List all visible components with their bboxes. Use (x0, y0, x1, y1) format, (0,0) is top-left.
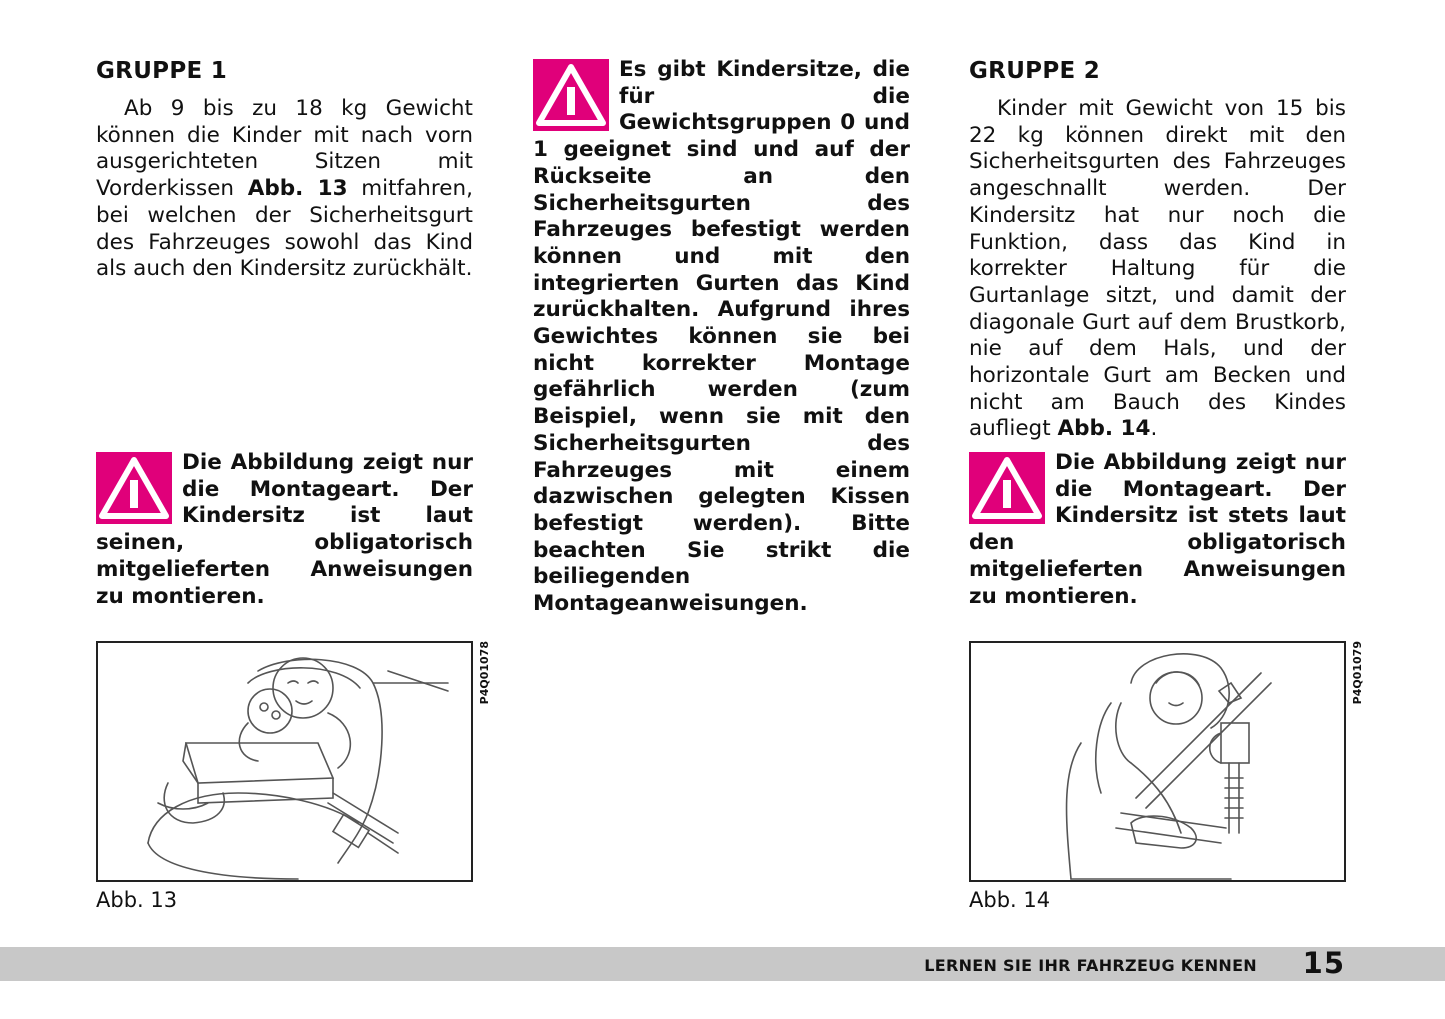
left-column (96, 58, 473, 283)
figure-ref-13: Abb. 13 (247, 176, 348, 202)
caption-abb-14: Abb. 14 (969, 888, 1051, 912)
warning-triangle-icon (96, 452, 172, 524)
right-warning-text: Die Abbildung zeigt nur die Montageart. Der Kindersitz ist stets laut den obligatorisch mitgelieferten Anweisungen zu montieren. (969, 450, 1346, 609)
right-warning (969, 450, 1346, 610)
child-seat-group2-illustration (971, 643, 1344, 880)
warning-triangle-icon (969, 452, 1045, 524)
left-warning-text: Die Abbildung zeigt nur die Montageart. Der Kindersitz ist laut seinen, obligatorisch mitgelieferten Anweisungen zu montieren. (96, 450, 473, 609)
middle-warning (533, 57, 910, 618)
gruppe-1-paragraph: Ab 9 bis zu 18 kg Gewicht können die Kinder mit nach vorn ausgerichteten Sitzen mit Vorderkissen Abb. 13 mitfahren, bei welchen der Sicherheitsgurt des Fahrzeuges sowohl das Kind als auch den Kindersitz zurückhält. (96, 96, 473, 282)
warning-triangle-icon (533, 59, 609, 131)
middle-warning-text: Es gibt Kindersitze, die für die Gewichtsgruppen 0 und 1 geeignet sind und auf der Rückseite an den Sicherheitsgurten des Fahrzeuges befestigt werden können und mit den integrierten Gurten das Kind zurückhalten. Aufgrund ihres Gewichtes können sie bei nicht korrekter Montage gefährlich werden (zum Beispiel, wenn sie mit den Sicherheitsgurten des Fahrzeuges mit einem dazwischen gelegten Kissen befestigt werden). Bitte beachten Sie strikt die beiliegenden Montageanweisungen. (533, 57, 910, 617)
left-warning (96, 450, 473, 610)
figure-code-13: P4Q01078 (478, 641, 491, 705)
heading-gruppe-2: GRUPPE 2 (969, 58, 1101, 84)
footer-section-title: LERNEN SIE IHR FAHRZEUG KENNEN (924, 956, 1257, 975)
right-column (969, 58, 1346, 443)
page-number: 15 (1302, 946, 1345, 980)
figure-abb-13 (96, 641, 473, 882)
figure-abb-14 (969, 641, 1346, 882)
heading-gruppe-1: GRUPPE 1 (96, 58, 228, 84)
figure-ref-14: Abb. 14 (1057, 416, 1151, 442)
figure-code-14: P4Q01079 (1351, 641, 1364, 705)
caption-abb-13: Abb. 13 (96, 888, 178, 912)
gruppe-2-paragraph: Kinder mit Gewicht von 15 bis 22 kg können direkt mit den Sicherheitsgurten des Fahrzeuges angeschnallt werden. Der Kindersitz hat nur noch die Funktion, dass das Kind in korrekter Haltung für die Gurtanlage sitzt, und damit der diagonale Gurt auf dem Brustkorb, nie auf dem Hals, und der horizontale Gurt am Becken und nicht am Bauch des Kindes aufliegt Abb. 14. (969, 96, 1346, 442)
child-seat-group1-illustration (98, 643, 471, 880)
